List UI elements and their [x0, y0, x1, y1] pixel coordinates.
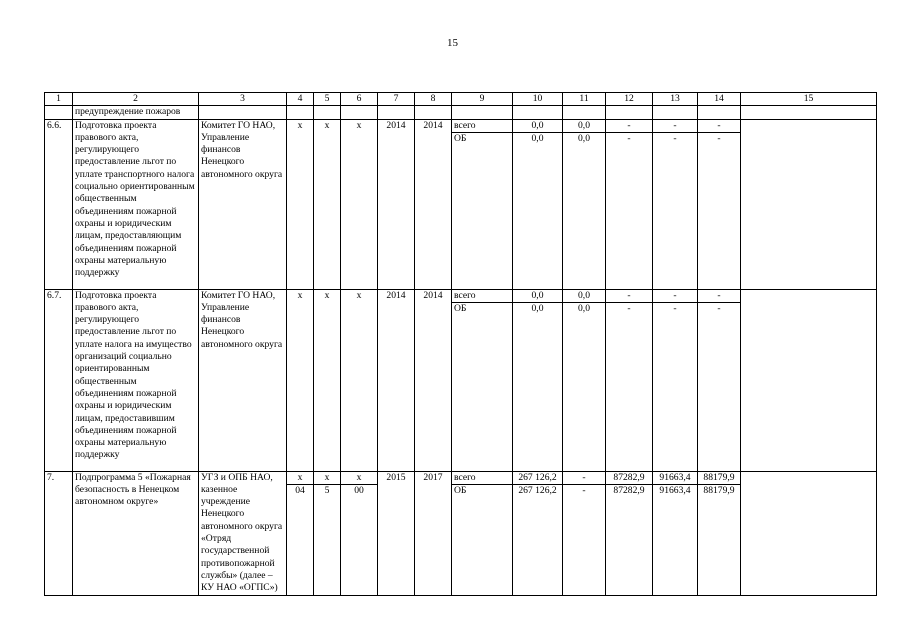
column-header: 14: [698, 93, 741, 106]
table-row: [45, 119, 877, 289]
amount-2016: -: [653, 290, 697, 303]
start-year: 2014: [378, 119, 415, 289]
amount-total: 0,0: [531, 302, 544, 314]
table-row: [45, 471, 877, 595]
start-year: 2015: [378, 471, 415, 595]
measure-name: Подпрограмма 5 «Пожарная безопасность в Ненецком автономном округе»: [73, 471, 199, 595]
amount-2014: 0,0: [563, 290, 605, 303]
amount-2016: -: [673, 302, 677, 314]
code-cell: х: [314, 289, 341, 471]
funding-source: ОБ: [454, 484, 467, 496]
amount-2014: -: [563, 472, 605, 485]
continued-row: [45, 106, 877, 119]
code-cell: х: [341, 119, 378, 289]
amount-2015: -: [606, 290, 652, 303]
executor: Комитет ГО НАО, Управление финансов Ненецкого автономного округа: [199, 289, 287, 471]
column-header: 3: [199, 93, 287, 106]
column-header: 15: [741, 93, 877, 106]
amount-2015: 87282,9: [606, 472, 652, 485]
notes-cell: [741, 471, 877, 595]
page-number: 15: [447, 37, 458, 49]
funding-source: ОБ: [454, 302, 467, 314]
column-header: 9: [452, 93, 513, 106]
column-header: 7: [378, 93, 415, 106]
column-header: 5: [314, 93, 341, 106]
row-number: 6.7.: [45, 289, 73, 471]
funding-source: ОБ: [454, 132, 467, 144]
column-header: 10: [513, 93, 563, 106]
column-header: 2: [73, 93, 199, 106]
continued-text: предупреждение пожаров: [73, 106, 199, 119]
code-cell: х: [287, 472, 313, 485]
column-header: 13: [653, 93, 698, 106]
end-year: 2017: [415, 471, 452, 595]
amount-2016: -: [673, 132, 677, 144]
row-number: 7.: [45, 471, 73, 595]
measure-name: Подготовка проекта правового акта, регулирующего предоставление льгот по уплате транспортного налога социально ориентированным общественным объединениям пожарной охраны и юридическим лицам, предоставляющим объединениям пожарной охраны материальную поддержку: [73, 119, 199, 289]
amount-total: 0,0: [531, 132, 544, 144]
amount-2017: 88179,9: [703, 484, 735, 496]
code-cell: 00: [354, 484, 364, 496]
code-cell: х: [314, 119, 341, 289]
amount-2015: 87282,9: [613, 484, 645, 496]
amount-total: 267 126,2: [518, 484, 557, 496]
column-header: 4: [287, 93, 314, 106]
amount-total: 267 126,2: [513, 472, 562, 485]
amount-2015: -: [627, 132, 631, 144]
column-header: 6: [341, 93, 378, 106]
amount-2017: -: [698, 290, 740, 303]
code-cell: 04: [295, 484, 305, 496]
column-header: 12: [606, 93, 653, 106]
code-cell: х: [287, 119, 314, 289]
amount-2017: -: [698, 120, 740, 133]
measure-name: Подготовка проекта правового акта, регулирующего предоставление льгот по уплате налога на имущество организаций социально ориентированным общественным объединениям пожарной охраны и юридическим лицам, предоставившим объединениям пожарной охраны материальную поддержку: [73, 289, 199, 471]
code-cell: 5: [324, 484, 330, 496]
column-header: 1: [45, 93, 73, 106]
notes-cell: [741, 289, 877, 471]
row-number: 6.6.: [45, 119, 73, 289]
program-table: [44, 92, 877, 596]
amount-2015: -: [606, 120, 652, 133]
funding-source: всего: [452, 120, 512, 133]
code-cell: х: [341, 472, 377, 485]
amount-2016: 91663,4: [653, 472, 697, 485]
end-year: 2014: [415, 119, 452, 289]
amount-2017: -: [717, 302, 721, 314]
amount-2014: 0,0: [578, 132, 590, 144]
amount-2014: -: [582, 484, 586, 496]
amount-2016: 91663,4: [659, 484, 691, 496]
code-cell: х: [341, 289, 378, 471]
executor: Комитет ГО НАО, Управление финансов Ненецкого автономного округа: [199, 119, 287, 289]
amount-total: 0,0: [513, 120, 562, 133]
table-row: [45, 289, 877, 471]
end-year: 2014: [415, 289, 452, 471]
amount-total: 0,0: [513, 290, 562, 303]
funding-source: всего: [452, 472, 512, 485]
amount-2017: -: [717, 132, 721, 144]
amount-2014: 0,0: [563, 120, 605, 133]
column-header: 11: [563, 93, 606, 106]
amount-2016: -: [653, 120, 697, 133]
start-year: 2014: [378, 289, 415, 471]
executor: УГЗ и ОПБ НАО, казенное учреждение Ненецкого автономного округа «Отряд государственной противопожарной службы» (далее – КУ НАО «ОГПС»): [199, 471, 287, 595]
column-number-row: [45, 93, 877, 106]
column-header: 8: [415, 93, 452, 106]
code-cell: х: [314, 472, 340, 485]
code-cell: х: [287, 289, 314, 471]
notes-cell: [741, 119, 877, 289]
funding-source: всего: [452, 290, 512, 303]
amount-2017: 88179,9: [698, 472, 740, 485]
amount-2014: 0,0: [578, 302, 590, 314]
amount-2015: -: [627, 302, 631, 314]
